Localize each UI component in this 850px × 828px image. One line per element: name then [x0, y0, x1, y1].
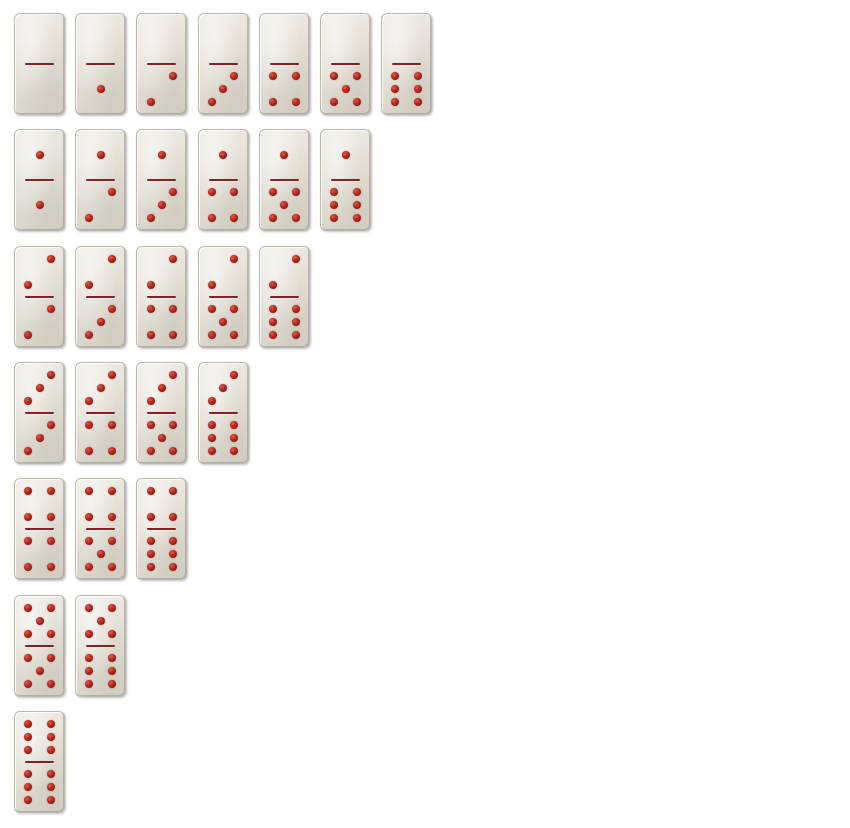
pip [47, 680, 55, 688]
pip [208, 331, 216, 339]
domino-tile-2-4[interactable] [136, 246, 187, 348]
pip [158, 201, 166, 209]
pip [147, 305, 155, 313]
pip [24, 563, 32, 571]
bottom-half-5 [260, 180, 309, 230]
pip [230, 371, 238, 379]
pip [208, 98, 216, 106]
domino-tile-2-3[interactable] [75, 246, 126, 348]
domino-tile-3-5[interactable] [136, 362, 187, 464]
pip [169, 371, 177, 379]
domino-tile-3-3[interactable] [14, 362, 65, 464]
pip [147, 447, 155, 455]
domino-tile-2-6[interactable] [259, 246, 310, 348]
pip [47, 513, 55, 521]
top-half-4 [15, 479, 64, 529]
pip [169, 513, 177, 521]
pip [391, 98, 399, 106]
top-half-2 [260, 247, 309, 297]
pip [269, 281, 277, 289]
pip [269, 72, 277, 80]
pip [36, 667, 44, 675]
pip [292, 72, 300, 80]
pip [353, 72, 361, 80]
domino-tile-1-3[interactable] [136, 129, 187, 231]
top-half-2 [137, 247, 186, 297]
pip [169, 537, 177, 545]
pip [269, 98, 277, 106]
pip [414, 85, 422, 93]
pip [108, 537, 116, 545]
pip [97, 550, 105, 558]
pip [330, 188, 338, 196]
pip [269, 331, 277, 339]
bottom-half-6 [137, 529, 186, 579]
pip [47, 487, 55, 495]
pip [169, 421, 177, 429]
pip [108, 421, 116, 429]
bottom-half-5 [15, 646, 64, 696]
domino-tile-1-5[interactable] [259, 129, 310, 231]
pip [230, 447, 238, 455]
bottom-half-2 [137, 64, 186, 114]
pip [24, 487, 32, 495]
pip [292, 98, 300, 106]
pip [47, 537, 55, 545]
top-half-0 [321, 14, 370, 64]
pip [24, 281, 32, 289]
pip [158, 151, 166, 159]
bottom-half-4 [199, 180, 248, 230]
pip [147, 397, 155, 405]
pip [85, 397, 93, 405]
pip [108, 654, 116, 662]
pip [85, 331, 93, 339]
pip [85, 487, 93, 495]
pip [24, 680, 32, 688]
pip [280, 151, 288, 159]
pip [36, 201, 44, 209]
bottom-half-5 [321, 64, 370, 114]
pip [47, 720, 55, 728]
pip [24, 513, 32, 521]
pip [230, 434, 238, 442]
bottom-half-4 [15, 529, 64, 579]
domino-tile-5-6[interactable] [75, 595, 126, 697]
pip [85, 513, 93, 521]
pip [108, 188, 116, 196]
pip [169, 487, 177, 495]
bottom-half-2 [76, 180, 125, 230]
pip [230, 421, 238, 429]
domino-tile-1-2[interactable] [75, 129, 126, 231]
pip [391, 85, 399, 93]
pip [269, 214, 277, 222]
pip [208, 434, 216, 442]
top-half-0 [76, 14, 125, 64]
top-half-1 [260, 130, 309, 180]
pip [47, 255, 55, 263]
domino-tile-0-4[interactable] [259, 13, 310, 115]
pip [158, 434, 166, 442]
pip [169, 72, 177, 80]
domino-tile-1-1[interactable] [14, 129, 65, 231]
pip [147, 214, 155, 222]
pip [269, 188, 277, 196]
pip [169, 563, 177, 571]
pip [147, 537, 155, 545]
pip [85, 421, 93, 429]
pip [97, 151, 105, 159]
pip [36, 617, 44, 625]
pip [353, 188, 361, 196]
domino-tile-3-6[interactable] [198, 362, 249, 464]
pip [108, 680, 116, 688]
pip [85, 667, 93, 675]
bottom-half-6 [382, 64, 431, 114]
pip [85, 630, 93, 638]
pip [208, 188, 216, 196]
pip [108, 513, 116, 521]
pip [147, 331, 155, 339]
bottom-half-6 [321, 180, 370, 230]
pip [36, 384, 44, 392]
pip [85, 281, 93, 289]
bottom-half-6 [199, 413, 248, 463]
top-half-3 [199, 363, 248, 413]
pip [36, 434, 44, 442]
pip [85, 447, 93, 455]
pip [108, 447, 116, 455]
pip [47, 421, 55, 429]
top-half-2 [199, 247, 248, 297]
pip [330, 214, 338, 222]
domino-tile-0-5[interactable] [320, 13, 371, 115]
domino-tile-4-5[interactable] [75, 478, 126, 580]
pip [47, 563, 55, 571]
pip [97, 384, 105, 392]
bottom-half-4 [260, 64, 309, 114]
pip [85, 563, 93, 571]
pip [24, 630, 32, 638]
pip [208, 447, 216, 455]
pip [47, 604, 55, 612]
pip [108, 255, 116, 263]
pip [36, 151, 44, 159]
top-half-0 [382, 14, 431, 64]
top-half-0 [260, 14, 309, 64]
pip [353, 214, 361, 222]
pip [169, 305, 177, 313]
pip [24, 537, 32, 545]
pip [108, 563, 116, 571]
pip [85, 214, 93, 222]
pip [24, 447, 32, 455]
pip [108, 371, 116, 379]
top-half-1 [321, 130, 370, 180]
domino-tile-0-6[interactable] [381, 13, 432, 115]
bottom-half-5 [199, 297, 248, 347]
pip [108, 604, 116, 612]
pip [24, 654, 32, 662]
top-half-2 [15, 247, 64, 297]
pip [24, 733, 32, 741]
pip [169, 550, 177, 558]
pip [230, 214, 238, 222]
domino-tile-4-4[interactable] [14, 478, 65, 580]
bottom-half-3 [76, 297, 125, 347]
pip [47, 746, 55, 754]
pip [97, 617, 105, 625]
pip [24, 331, 32, 339]
domino-tile-0-3[interactable] [198, 13, 249, 115]
domino-tile-5-5[interactable] [14, 595, 65, 697]
pip [269, 318, 277, 326]
pip [169, 447, 177, 455]
top-half-1 [199, 130, 248, 180]
pip [108, 305, 116, 313]
pip [208, 214, 216, 222]
domino-tile-2-5[interactable] [198, 246, 249, 348]
top-half-1 [15, 130, 64, 180]
pip [24, 783, 32, 791]
pip [24, 604, 32, 612]
pip [292, 214, 300, 222]
top-half-0 [15, 14, 64, 64]
top-half-5 [15, 596, 64, 646]
domino-tile-0-2[interactable] [136, 13, 187, 115]
pip [169, 255, 177, 263]
pip [330, 201, 338, 209]
pip [230, 255, 238, 263]
pip [353, 98, 361, 106]
pip [230, 331, 238, 339]
pip [169, 188, 177, 196]
pip [24, 746, 32, 754]
pip [147, 563, 155, 571]
pip [280, 201, 288, 209]
pip [85, 604, 93, 612]
pip [147, 281, 155, 289]
pip [292, 305, 300, 313]
pip [342, 151, 350, 159]
domino-tile-0-0[interactable] [14, 13, 65, 115]
bottom-half-3 [199, 64, 248, 114]
pip [208, 397, 216, 405]
top-half-3 [137, 363, 186, 413]
bottom-half-2 [15, 297, 64, 347]
pip [47, 630, 55, 638]
bottom-half-1 [76, 64, 125, 114]
pip [219, 384, 227, 392]
pip [292, 318, 300, 326]
pip [47, 371, 55, 379]
pip [158, 384, 166, 392]
top-half-1 [137, 130, 186, 180]
pip [108, 487, 116, 495]
pip [169, 331, 177, 339]
pip [147, 98, 155, 106]
pip [108, 630, 116, 638]
pip [147, 421, 155, 429]
top-half-3 [76, 363, 125, 413]
pip [414, 72, 422, 80]
pip [97, 85, 105, 93]
bottom-half-3 [137, 180, 186, 230]
domino-tile-1-6[interactable] [320, 129, 371, 231]
pip [292, 188, 300, 196]
bottom-half-1 [15, 180, 64, 230]
bottom-half-3 [15, 413, 64, 463]
pip [208, 281, 216, 289]
pip [24, 770, 32, 778]
pip [24, 796, 32, 804]
bottom-half-4 [76, 413, 125, 463]
domino-tile-2-2[interactable] [14, 246, 65, 348]
top-half-5 [76, 596, 125, 646]
top-half-0 [199, 14, 248, 64]
pip [24, 397, 32, 405]
pip [108, 667, 116, 675]
pip [230, 188, 238, 196]
top-half-0 [137, 14, 186, 64]
pip [147, 487, 155, 495]
top-half-4 [137, 479, 186, 529]
bottom-half-4 [137, 297, 186, 347]
top-half-1 [76, 130, 125, 180]
pip [219, 151, 227, 159]
pip [353, 201, 361, 209]
domino-tile-1-4[interactable] [198, 129, 249, 231]
top-half-4 [76, 479, 125, 529]
pip [292, 255, 300, 263]
pip [47, 783, 55, 791]
domino-tile-0-1[interactable] [75, 13, 126, 115]
pip [85, 537, 93, 545]
top-half-2 [76, 247, 125, 297]
pip [85, 680, 93, 688]
pip [219, 85, 227, 93]
domino-tile-6-6[interactable] [14, 711, 65, 813]
bottom-half-0 [15, 64, 64, 114]
pip [414, 98, 422, 106]
pip [147, 513, 155, 521]
pip [147, 550, 155, 558]
bottom-half-6 [260, 297, 309, 347]
pip [230, 305, 238, 313]
pip [342, 85, 350, 93]
top-half-3 [15, 363, 64, 413]
pip [330, 72, 338, 80]
pip [230, 72, 238, 80]
bottom-half-5 [76, 529, 125, 579]
pip [208, 305, 216, 313]
bottom-half-5 [137, 413, 186, 463]
pip [24, 720, 32, 728]
pip [47, 796, 55, 804]
pip [208, 421, 216, 429]
top-half-6 [15, 712, 64, 762]
pip [292, 331, 300, 339]
bottom-half-6 [76, 646, 125, 696]
pip [47, 733, 55, 741]
pip [97, 318, 105, 326]
pip [330, 98, 338, 106]
pip [219, 318, 227, 326]
pip [269, 305, 277, 313]
pip [47, 305, 55, 313]
bottom-half-6 [15, 762, 64, 812]
domino-tile-3-4[interactable] [75, 362, 126, 464]
pip [47, 654, 55, 662]
pip [47, 770, 55, 778]
domino-tile-4-6[interactable] [136, 478, 187, 580]
pip [85, 654, 93, 662]
pip [391, 72, 399, 80]
